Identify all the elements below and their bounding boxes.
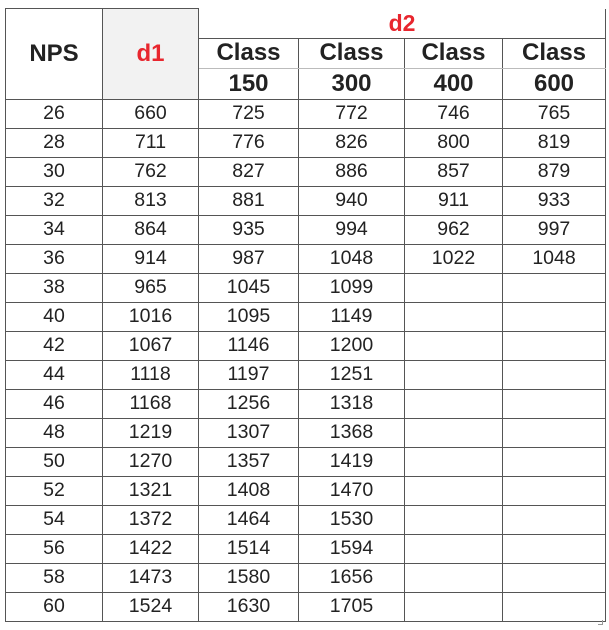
cell-class-400 <box>405 505 503 534</box>
cell-class-600 <box>503 273 606 302</box>
cell-class-150: 1256 <box>199 389 299 418</box>
cell-class-600 <box>503 534 606 563</box>
cell-nps: 44 <box>6 360 103 389</box>
cell-class-150: 1630 <box>199 592 299 621</box>
cell-nps: 58 <box>6 563 103 592</box>
table-row <box>6 215 606 244</box>
header-d1: d1 <box>103 9 199 100</box>
cell-d1: 1168 <box>103 389 199 418</box>
cell-class-300: 1048 <box>299 244 405 273</box>
cell-class-600 <box>503 592 606 621</box>
cell-class-150: 935 <box>199 215 299 244</box>
cell-d1: 965 <box>103 273 199 302</box>
cell-nps: 36 <box>6 244 103 273</box>
cell-class-300: 940 <box>299 186 405 215</box>
corner-marker <box>598 620 603 625</box>
cell-nps: 38 <box>6 273 103 302</box>
cell-class-400: 800 <box>405 128 503 157</box>
flange-dimension-table <box>5 8 606 622</box>
cell-class-300: 1200 <box>299 331 405 360</box>
header-nps: NPS <box>6 9 103 100</box>
cell-d1: 1372 <box>103 505 199 534</box>
cell-class-150: 1197 <box>199 360 299 389</box>
cell-d1: 1422 <box>103 534 199 563</box>
table-row <box>6 128 606 157</box>
cell-nps: 60 <box>6 592 103 621</box>
cell-nps: 48 <box>6 418 103 447</box>
cell-d1: 1473 <box>103 563 199 592</box>
cell-d1: 1118 <box>103 360 199 389</box>
table-row <box>6 389 606 418</box>
header-class-300-rating: 300 <box>299 68 405 99</box>
table-row <box>6 273 606 302</box>
cell-d1: 711 <box>103 128 199 157</box>
cell-class-400 <box>405 273 503 302</box>
cell-class-150: 1095 <box>199 302 299 331</box>
cell-class-400 <box>405 418 503 447</box>
header-class-300-word: Class <box>299 38 405 68</box>
cell-class-300: 886 <box>299 157 405 186</box>
cell-class-300: 1594 <box>299 534 405 563</box>
table-row <box>6 331 606 360</box>
cell-class-150: 1580 <box>199 563 299 592</box>
table-row <box>6 157 606 186</box>
cell-class-150: 1146 <box>199 331 299 360</box>
cell-class-400 <box>405 331 503 360</box>
cell-class-300: 1419 <box>299 447 405 476</box>
cell-nps: 40 <box>6 302 103 331</box>
cell-nps: 28 <box>6 128 103 157</box>
cell-class-600 <box>503 331 606 360</box>
cell-class-400 <box>405 447 503 476</box>
cell-nps: 32 <box>6 186 103 215</box>
cell-d1: 1219 <box>103 418 199 447</box>
cell-class-400: 746 <box>405 99 503 128</box>
cell-nps: 42 <box>6 331 103 360</box>
table-body <box>6 99 606 621</box>
flange-dimension-table-container <box>5 8 605 622</box>
cell-class-150: 1357 <box>199 447 299 476</box>
table-row <box>6 592 606 621</box>
cell-class-400 <box>405 534 503 563</box>
cell-class-600 <box>503 476 606 505</box>
cell-class-600: 879 <box>503 157 606 186</box>
table-row <box>6 360 606 389</box>
header-d2: d2 <box>199 9 606 39</box>
cell-class-150: 987 <box>199 244 299 273</box>
table-row <box>6 186 606 215</box>
cell-class-150: 881 <box>199 186 299 215</box>
header-class-400-rating: 400 <box>405 68 503 99</box>
cell-d1: 1321 <box>103 476 199 505</box>
cell-class-400 <box>405 476 503 505</box>
cell-class-400: 857 <box>405 157 503 186</box>
cell-class-150: 1307 <box>199 418 299 447</box>
table-row <box>6 505 606 534</box>
cell-class-600 <box>503 360 606 389</box>
cell-class-400: 962 <box>405 215 503 244</box>
cell-class-300: 1656 <box>299 563 405 592</box>
cell-class-150: 1408 <box>199 476 299 505</box>
cell-class-150: 1464 <box>199 505 299 534</box>
header-class-150-word: Class <box>199 38 299 68</box>
cell-nps: 50 <box>6 447 103 476</box>
table-row <box>6 244 606 273</box>
cell-class-600: 933 <box>503 186 606 215</box>
table-row <box>6 99 606 128</box>
cell-class-600 <box>503 505 606 534</box>
cell-d1: 762 <box>103 157 199 186</box>
cell-class-400 <box>405 389 503 418</box>
cell-class-600 <box>503 447 606 476</box>
cell-class-300: 1368 <box>299 418 405 447</box>
cell-class-300: 826 <box>299 128 405 157</box>
cell-class-600 <box>503 302 606 331</box>
cell-class-600: 1048 <box>503 244 606 273</box>
cell-d1: 914 <box>103 244 199 273</box>
cell-class-400 <box>405 563 503 592</box>
cell-class-150: 1045 <box>199 273 299 302</box>
cell-class-400 <box>405 302 503 331</box>
cell-class-400: 911 <box>405 186 503 215</box>
header-class-150-rating: 150 <box>199 68 299 99</box>
cell-class-300: 772 <box>299 99 405 128</box>
cell-class-600 <box>503 389 606 418</box>
cell-class-300: 1318 <box>299 389 405 418</box>
cell-d1: 1270 <box>103 447 199 476</box>
cell-class-300: 1099 <box>299 273 405 302</box>
cell-d1: 813 <box>103 186 199 215</box>
header-class-400-word: Class <box>405 38 503 68</box>
cell-class-150: 776 <box>199 128 299 157</box>
cell-class-400: 1022 <box>405 244 503 273</box>
cell-nps: 46 <box>6 389 103 418</box>
header-class-600-rating: 600 <box>503 68 606 99</box>
cell-d1: 1524 <box>103 592 199 621</box>
cell-class-600: 765 <box>503 99 606 128</box>
cell-class-400 <box>405 360 503 389</box>
table-row <box>6 302 606 331</box>
cell-nps: 52 <box>6 476 103 505</box>
cell-class-600: 819 <box>503 128 606 157</box>
cell-nps: 34 <box>6 215 103 244</box>
cell-d1: 864 <box>103 215 199 244</box>
table-row <box>6 418 606 447</box>
cell-class-300: 1530 <box>299 505 405 534</box>
cell-class-400 <box>405 592 503 621</box>
cell-class-300: 994 <box>299 215 405 244</box>
cell-d1: 1067 <box>103 331 199 360</box>
table-row <box>6 476 606 505</box>
cell-nps: 54 <box>6 505 103 534</box>
header-row-top <box>6 9 606 39</box>
cell-class-150: 827 <box>199 157 299 186</box>
cell-class-600: 997 <box>503 215 606 244</box>
table-row <box>6 563 606 592</box>
cell-d1: 660 <box>103 99 199 128</box>
cell-nps: 30 <box>6 157 103 186</box>
cell-class-600 <box>503 563 606 592</box>
cell-class-300: 1470 <box>299 476 405 505</box>
cell-nps: 26 <box>6 99 103 128</box>
cell-d1: 1016 <box>103 302 199 331</box>
cell-class-300: 1705 <box>299 592 405 621</box>
header-class-600-word: Class <box>503 38 606 68</box>
table-row <box>6 534 606 563</box>
table-row <box>6 447 606 476</box>
cell-nps: 56 <box>6 534 103 563</box>
cell-class-600 <box>503 418 606 447</box>
cell-class-300: 1251 <box>299 360 405 389</box>
cell-class-300: 1149 <box>299 302 405 331</box>
cell-class-150: 1514 <box>199 534 299 563</box>
cell-class-150: 725 <box>199 99 299 128</box>
